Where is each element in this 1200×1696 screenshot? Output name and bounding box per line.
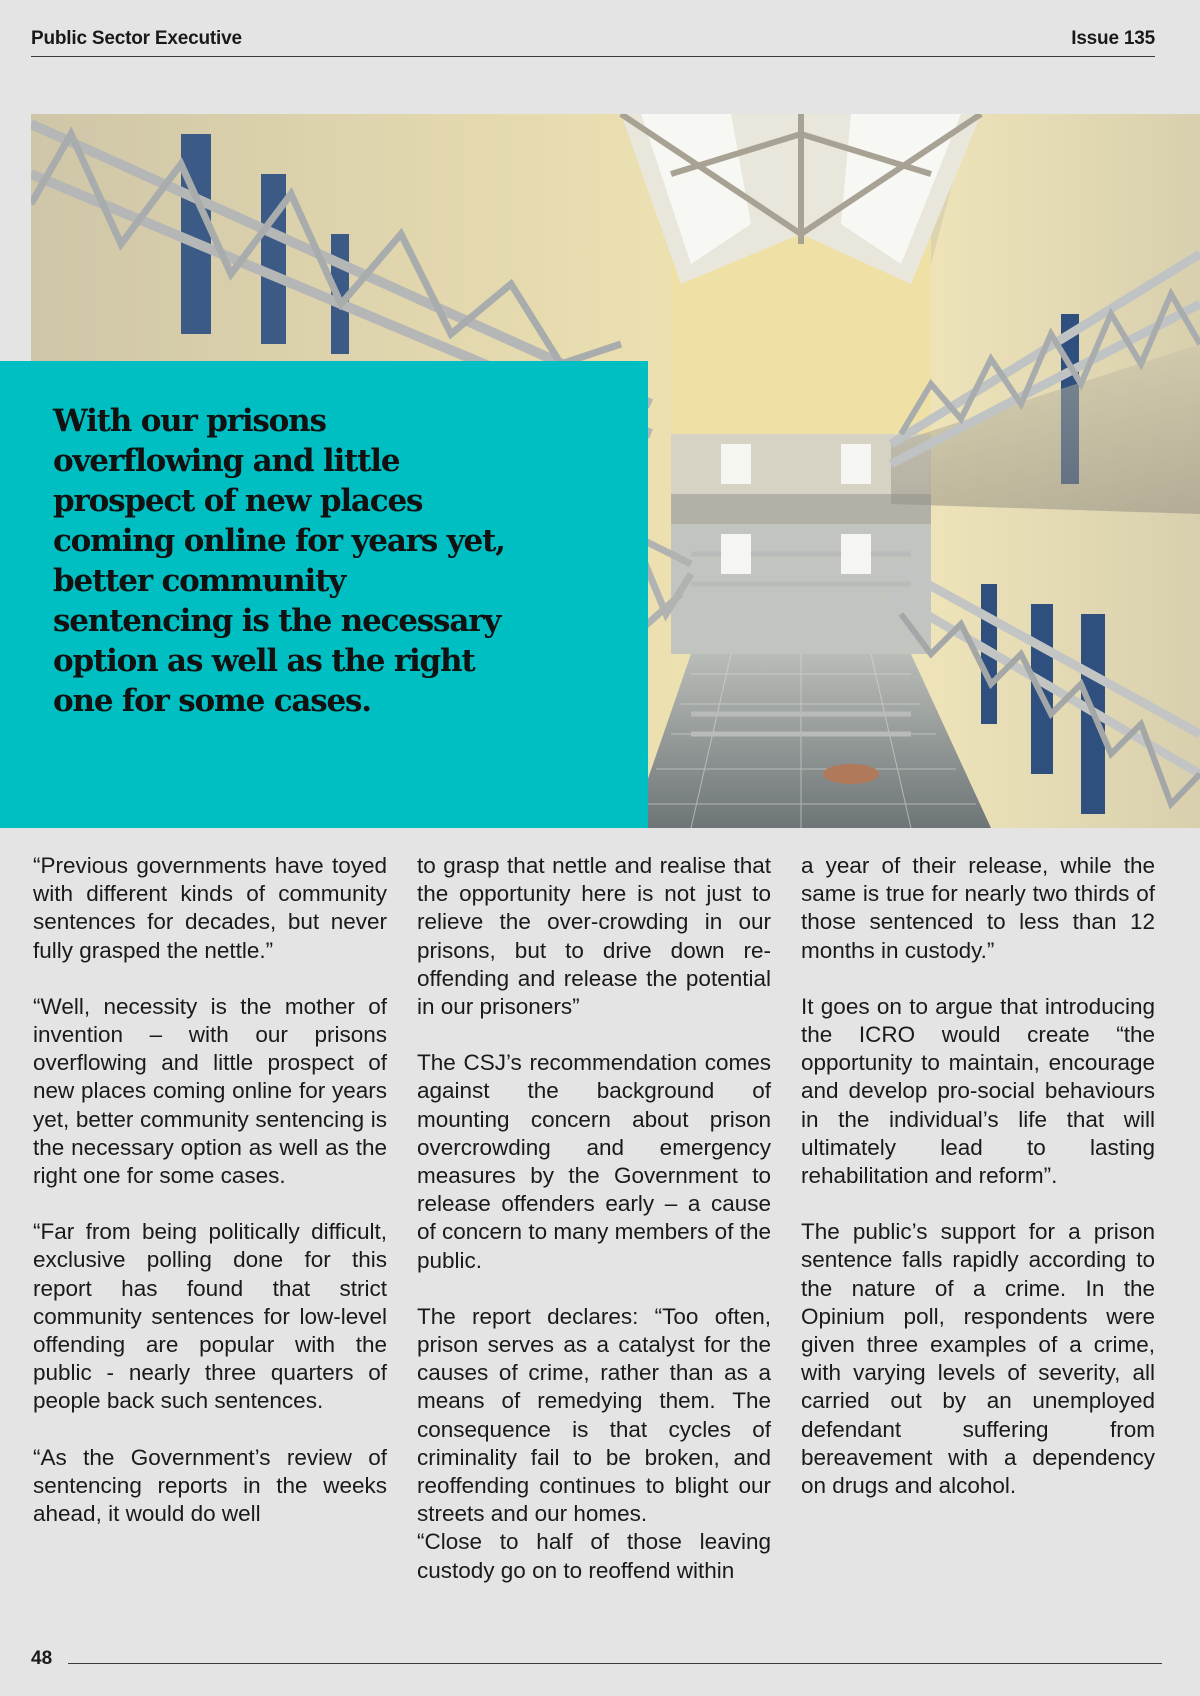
pull-quote-box — [0, 361, 648, 828]
paragraph: The CSJ’s recommendation comes against the background of mounting concern about prison overcrowding and emergency measures by the Government to release offenders early – a cause of concern to many members of the public. — [417, 1050, 771, 1273]
page-header — [31, 28, 1155, 57]
column-2 — [417, 852, 771, 1585]
paragraph: It goes on to argue that introducing the ICRO would create “the opportunity to maintain, encourage and develop pro-social behaviours in the individual’s life that will ultimately lead to lasting rehabilitation and reform”. — [801, 993, 1155, 1189]
publication-name: Public Sector Executive — [31, 28, 242, 49]
paragraph: “As the Government’s review of sentencing reports in the weeks ahead, it would do well — [33, 1444, 387, 1527]
paragraph: “Previous governments have toyed with different kinds of community sentences for decades, but never fully grasped the nettle.” — [33, 853, 387, 963]
page-number: 48 — [31, 1648, 53, 1669]
paragraph: a year of their release, while the same is true for nearly two thirds of those sentenced to less than 12 months in custody.” — [801, 853, 1155, 963]
paragraph: “Far from being politically difficult, exclusive polling done for this report has found that strict community sentences for low-level offending are popular with the public - nearly three quarters of people back such sentences. — [33, 1219, 387, 1414]
paragraph: The public’s support for a prison sentence falls rapidly according to the nature of a crime. In the Opinium poll, respondents were given three examples of a crime, with varying levels of severity, all carried out by an unemployed defendant suffering from bereavement with a dependency on drugs and alcohol. — [801, 1219, 1155, 1499]
paragraph: “Well, necessity is the mother of invention – with our prisons overflowing and little prospect of new places coming online for years yet, better community sentencing is the necessary option as well as the right one for some cases. — [33, 993, 387, 1189]
paragraph: The report declares: “Too often, prison serves as a catalyst for the causes of crime, rather than as a means of remedying them. The consequence is that cycles of criminality fail to be broken, and reoffending continues to blight our streets and our homes. — [417, 1303, 771, 1527]
footer-rule — [68, 1663, 1162, 1664]
paragraph: “Close to half of those leaving custody go on to reoffend within — [417, 1529, 771, 1583]
column-1 — [33, 852, 387, 1585]
article-body — [33, 852, 1155, 1585]
column-3 — [801, 852, 1155, 1585]
paragraph: to grasp that nettle and realise that the opportunity here is not just to relieve the over-crowding in our prisons, but to drive down re-offending and release the potential in our prisoners” — [417, 853, 771, 1020]
issue-number: Issue 135 — [1071, 28, 1155, 49]
pull-quote: With our prisons overflowing and little prospect of new places coming online for years yet, better community sentencing is the necessary option as well as the right one for some cases. — [53, 403, 505, 719]
page-footer — [31, 1646, 1162, 1672]
